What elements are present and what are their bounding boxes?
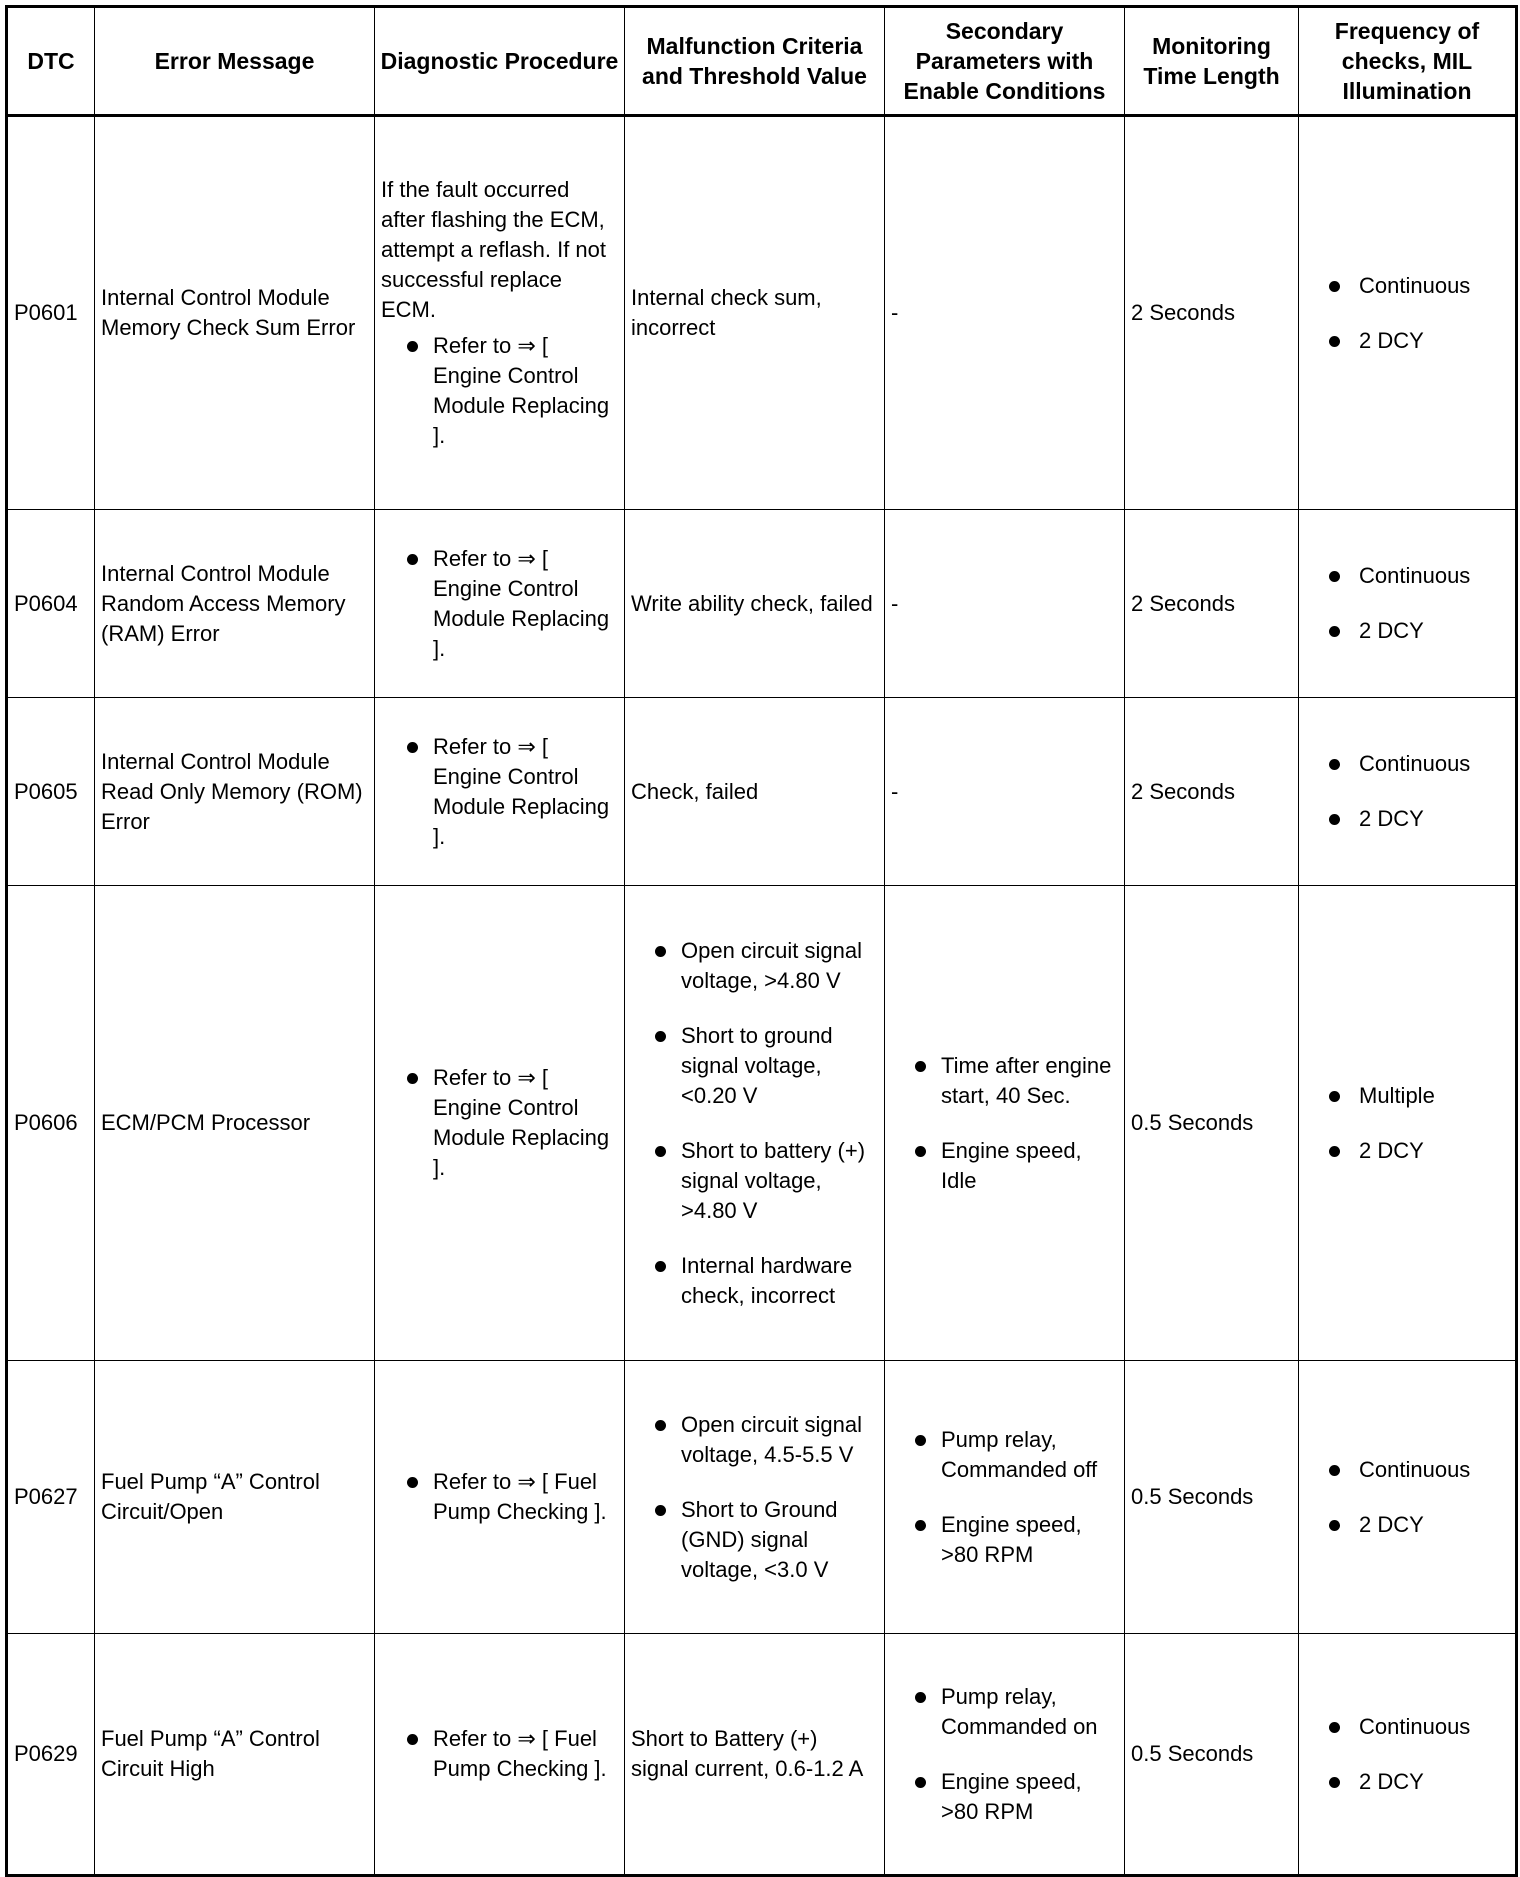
secondary-parameters: - bbox=[885, 698, 1125, 886]
diagnostic-procedure bbox=[375, 886, 625, 1361]
frequency-item: Continuous bbox=[1305, 561, 1509, 591]
header-malfunction-criteria: Malfunction Criteria and Threshold Value bbox=[625, 7, 885, 116]
procedure-text: If the fault occurred after flashing the ECM, attempt a reflash. If not successful replace ECM. bbox=[381, 177, 607, 322]
frequency-item: Continuous bbox=[1305, 271, 1509, 301]
procedure-item: Refer to ⇒ [ Fuel Pump Checking ]. bbox=[381, 1467, 618, 1527]
secondary-parameters bbox=[885, 886, 1125, 1361]
frequency-item: 2 DCY bbox=[1305, 326, 1509, 356]
procedure-item: Refer to ⇒ [ Engine Control Module Replacing ]. bbox=[381, 732, 618, 852]
dtc-table bbox=[5, 5, 1518, 1877]
secondary-parameters: - bbox=[885, 116, 1125, 510]
dtc-code: P0604 bbox=[7, 510, 95, 698]
diagnostic-procedure bbox=[375, 1634, 625, 1876]
dtc-code: P0627 bbox=[7, 1361, 95, 1634]
error-message: Fuel Pump “A” Control Circuit High bbox=[95, 1634, 375, 1876]
monitoring-time: 2 Seconds bbox=[1125, 510, 1299, 698]
procedure-item: Refer to ⇒ [ Engine Control Module Replacing ]. bbox=[381, 331, 618, 451]
criteria-item: Open circuit signal voltage, 4.5-5.5 V bbox=[631, 1410, 878, 1470]
procedure-item: Refer to ⇒ [ Engine Control Module Replacing ]. bbox=[381, 544, 618, 664]
secondary-item: Engine speed, >80 RPM bbox=[891, 1510, 1118, 1570]
secondary-item: Pump relay, Commanded off bbox=[891, 1425, 1118, 1485]
header-row bbox=[7, 7, 1517, 116]
error-message: Fuel Pump “A” Control Circuit/Open bbox=[95, 1361, 375, 1634]
malfunction-criteria: Internal check sum, incorrect bbox=[625, 116, 885, 510]
frequency bbox=[1299, 698, 1517, 886]
secondary-item: Engine speed, Idle bbox=[891, 1136, 1118, 1196]
secondary-item: Engine speed, >80 RPM bbox=[891, 1767, 1118, 1827]
error-message: ECM/PCM Processor bbox=[95, 886, 375, 1361]
header-secondary-parameters: Secondary Parameters with Enable Conditions bbox=[885, 7, 1125, 116]
frequency-item: Continuous bbox=[1305, 1455, 1509, 1485]
diagnostic-procedure bbox=[375, 116, 625, 510]
dtc-code: P0605 bbox=[7, 698, 95, 886]
header-frequency: Frequency of checks, MIL Illumination bbox=[1299, 7, 1517, 116]
frequency-item: 2 DCY bbox=[1305, 1136, 1509, 1166]
malfunction-criteria: Write ability check, failed bbox=[625, 510, 885, 698]
diagnostic-procedure bbox=[375, 1361, 625, 1634]
frequency-item: Continuous bbox=[1305, 749, 1509, 779]
frequency bbox=[1299, 1361, 1517, 1634]
procedure-item: Refer to ⇒ [ Engine Control Module Replacing ]. bbox=[381, 1063, 618, 1183]
page bbox=[5, 5, 1515, 1865]
monitoring-time: 0.5 Seconds bbox=[1125, 1634, 1299, 1876]
frequency-item: 2 DCY bbox=[1305, 1510, 1509, 1540]
frequency bbox=[1299, 510, 1517, 698]
diagnostic-procedure bbox=[375, 698, 625, 886]
malfunction-criteria: Short to Battery (+) signal current, 0.6-1.2 A bbox=[625, 1634, 885, 1876]
malfunction-criteria bbox=[625, 886, 885, 1361]
secondary-parameters bbox=[885, 1361, 1125, 1634]
criteria-item: Short to Ground (GND) signal voltage, <3.0 V bbox=[631, 1495, 878, 1585]
table-row bbox=[7, 886, 1517, 1361]
criteria-item: Open circuit signal voltage, >4.80 V bbox=[631, 936, 878, 996]
procedure-item: Refer to ⇒ [ Fuel Pump Checking ]. bbox=[381, 1724, 618, 1784]
criteria-item: Short to battery (+) signal voltage, >4.80 V bbox=[631, 1136, 878, 1226]
table-row bbox=[7, 1361, 1517, 1634]
table-row bbox=[7, 698, 1517, 886]
table-row bbox=[7, 1634, 1517, 1876]
frequency bbox=[1299, 116, 1517, 510]
dtc-code: P0606 bbox=[7, 886, 95, 1361]
monitoring-time: 2 Seconds bbox=[1125, 698, 1299, 886]
criteria-item: Short to ground signal voltage, <0.20 V bbox=[631, 1021, 878, 1111]
frequency-item: Continuous bbox=[1305, 1712, 1509, 1742]
header-diagnostic-procedure: Diagnostic Procedure bbox=[375, 7, 625, 116]
error-message: Internal Control Module Read Only Memory (ROM) Error bbox=[95, 698, 375, 886]
header-error-message: Error Message bbox=[95, 7, 375, 116]
secondary-parameters bbox=[885, 1634, 1125, 1876]
monitoring-time: 2 Seconds bbox=[1125, 116, 1299, 510]
frequency-item: 2 DCY bbox=[1305, 616, 1509, 646]
frequency-item: 2 DCY bbox=[1305, 804, 1509, 834]
criteria-item: Internal hardware check, incorrect bbox=[631, 1251, 878, 1311]
frequency bbox=[1299, 886, 1517, 1361]
table-row bbox=[7, 510, 1517, 698]
error-message: Internal Control Module Random Access Memory (RAM) Error bbox=[95, 510, 375, 698]
frequency bbox=[1299, 1634, 1517, 1876]
secondary-item: Pump relay, Commanded on bbox=[891, 1682, 1118, 1742]
frequency-item: Multiple bbox=[1305, 1081, 1509, 1111]
error-message: Internal Control Module Memory Check Sum Error bbox=[95, 116, 375, 510]
secondary-parameters: - bbox=[885, 510, 1125, 698]
frequency-item: 2 DCY bbox=[1305, 1767, 1509, 1797]
diagnostic-procedure bbox=[375, 510, 625, 698]
header-dtc: DTC bbox=[7, 7, 95, 116]
procedure-list bbox=[381, 331, 618, 451]
malfunction-criteria bbox=[625, 1361, 885, 1634]
header-monitoring-time: Monitoring Time Length bbox=[1125, 7, 1299, 116]
monitoring-time: 0.5 Seconds bbox=[1125, 1361, 1299, 1634]
monitoring-time: 0.5 Seconds bbox=[1125, 886, 1299, 1361]
secondary-item: Time after engine start, 40 Sec. bbox=[891, 1051, 1118, 1111]
table-row bbox=[7, 116, 1517, 510]
dtc-code: P0629 bbox=[7, 1634, 95, 1876]
malfunction-criteria: Check, failed bbox=[625, 698, 885, 886]
dtc-code: P0601 bbox=[7, 116, 95, 510]
